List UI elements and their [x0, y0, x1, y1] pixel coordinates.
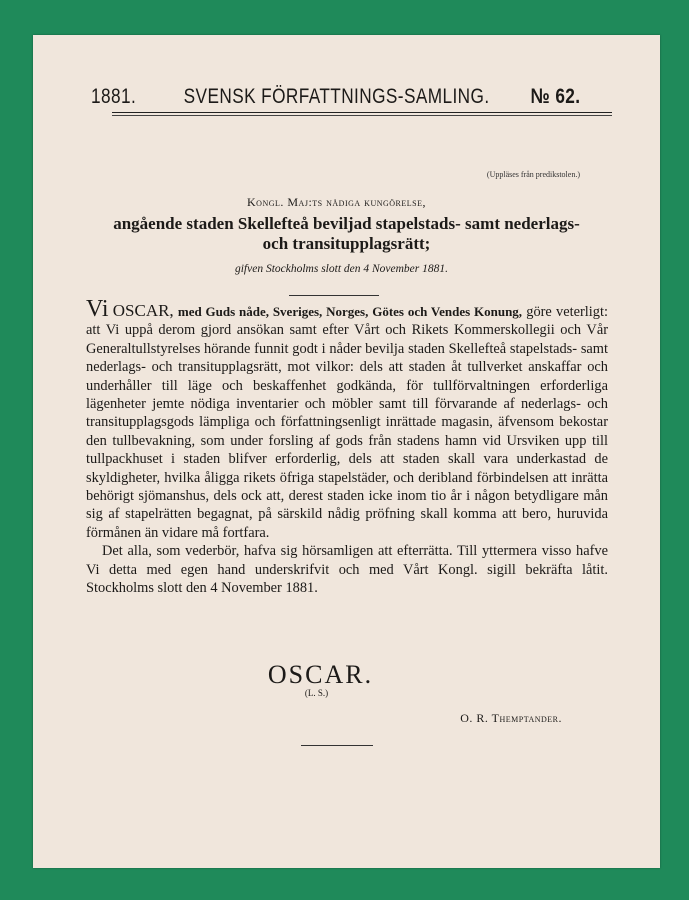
body-paragraph-2 — [86, 542, 608, 597]
header-rule — [112, 112, 612, 113]
king-name: OSCAR, — [112, 301, 174, 320]
seal-mark: (L. S.) — [304, 688, 329, 698]
title-separator — [289, 295, 379, 296]
decree-subject-line1: angående staden Skellefteå beviljad stapelstads- samt nederlags- — [113, 214, 580, 233]
decree-subject-line2: och transitupplagsrätt; — [262, 234, 431, 253]
page-header — [91, 85, 616, 115]
decree-given: gifven Stockholms slott den 4 November 1881. — [234, 263, 449, 275]
opening-word: Vi — [86, 296, 109, 322]
decree-body — [86, 296, 608, 598]
countersignature: O. R. Themptander. — [460, 711, 562, 725]
paragraph-text-2: Det alla, som vederbör, hafva sig hörsamligen att efterrätta. Till yttermera visso hafve Vi detta med egen hand underskrifvit och med Vårt Kongl. sigill bekräfta låtit. Stockholms slott den 4 November 1881. — [86, 543, 608, 597]
body-paragraph-1 — [86, 296, 608, 542]
king-titles: med Guds nåde, Sveriges, Norges, Götes och Vendes Konung, — [177, 304, 523, 319]
header-year: 1881. — [91, 85, 137, 108]
royal-signature: OSCAR. — [267, 660, 374, 689]
reading-note: (Uppläses från predikstolen.) — [486, 170, 580, 179]
decree-subject — [33, 214, 660, 254]
header-collection-title: SVENSK FÖRFATTNINGS-SAMLING. — [183, 85, 490, 108]
header-number: № 62. — [530, 85, 581, 108]
paragraph-text-1: göre veterligt: att Vi uppå derom gjord ansökan samt efter Vårt och Rikets Kommerskollegii och Vår Generaltullstyrelses hörande funnit godt i nåder bevilja staden Skellefteå stapelstads- samt nederlags- och transitupplagsrätt, mot vilkor: dels att staden åt tullverket anskaffar och underhåller till läge och beskaffenhet godkända, för tullförvaltningen erforderliga lägenheter jemte nödiga inventarier och möbler samt till förvarande af nederlags- och transitupplagsgods lämpliga och författningsenligt inrättade magasin, äfvensom bekostar den tullbevakning, som under forsling af gods från stadens hamn vid Ursviken upp till tullpackhuset i staden blifver erforderlig, dels att staden skall vara underkastad de skyldigheter, hvilka åligga rikets öfriga stapelstäder, och deribland förbindelsen att inrätta behörigt sjömanshus, dels ock att, derest staden icke inom tio år i någon betydligare mån sig af stapelrätten begagnat, på särskild nådig pröfning skall komma att bero, huruvida förmånen än vidare må fortfara. — [86, 304, 608, 541]
document-page — [33, 35, 660, 868]
closing-separator — [301, 745, 373, 746]
decree-kind: Kongl. Maj:ts nådiga kungörelse, — [247, 195, 426, 209]
header-rule-thin — [112, 115, 612, 116]
